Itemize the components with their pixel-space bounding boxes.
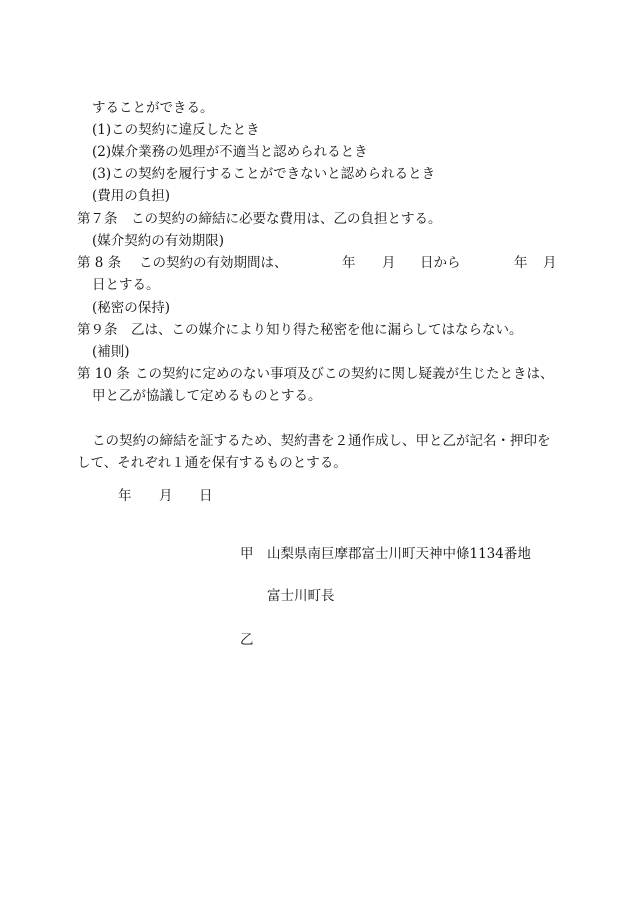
article-8-from: 日から: [420, 255, 461, 271]
article-10: [77, 365, 557, 383]
article-10-text: この契約に定めのない事項及びこの契約に関し疑義が生じたときは、: [135, 366, 554, 382]
closing-paragraph-line-1: この契約の締結を証するため、契約書を２通作成し、甲と乙が記名・押印を: [92, 433, 551, 449]
article-8: [77, 254, 557, 272]
article-8-month-2: 月: [543, 255, 557, 271]
party-b-label: 乙: [240, 632, 254, 648]
clause-item-3: (3)この契約を履行することができないと認められるとき: [92, 166, 436, 182]
article-8-text: この契約の有効期間は、: [139, 255, 288, 271]
heading-cost: (費用の負担): [92, 188, 171, 204]
date-day: 日: [199, 488, 213, 504]
article-10-continuation: 甲と乙が協議して定めるものとする。: [92, 388, 322, 404]
heading-supplement: (補則): [92, 344, 130, 360]
article-8-year-2: 年: [514, 255, 528, 271]
heading-secret: (秘密の保持): [92, 300, 171, 316]
continuation-line: することができる。: [92, 100, 214, 116]
party-a-name: 富士川町長: [267, 588, 335, 604]
party-a-label: 甲: [240, 546, 254, 562]
clause-item-2: (2)媒介業務の処理が不適当と認められるとき: [92, 144, 368, 160]
article-8-label: 第 8 条: [77, 255, 122, 271]
closing-paragraph-line-2: して、それぞれ１通を保有するものとする。: [77, 455, 347, 471]
date-month: 月: [159, 488, 173, 504]
article-10-label: 第 10 条: [77, 366, 130, 382]
clause-item-1: (1)この契約に違反したとき: [92, 122, 260, 138]
article-7: 第７条 この契約の締結に必要な費用は、乙の負担とする。: [77, 211, 442, 227]
article-8-month-1: 月: [382, 255, 396, 271]
date-year: 年: [118, 488, 132, 504]
article-8-continuation: 日とする。: [92, 277, 160, 293]
article-8-year-1: 年: [342, 255, 356, 271]
party-a-address: 山梨県南巨摩郡富士川町天神中條1134番地: [267, 546, 531, 562]
article-9: 第９条 乙は、この媒介により知り得た秘密を他に漏らしてはならない。: [77, 322, 523, 338]
heading-validity: (媒介契約の有効期限): [92, 233, 225, 249]
